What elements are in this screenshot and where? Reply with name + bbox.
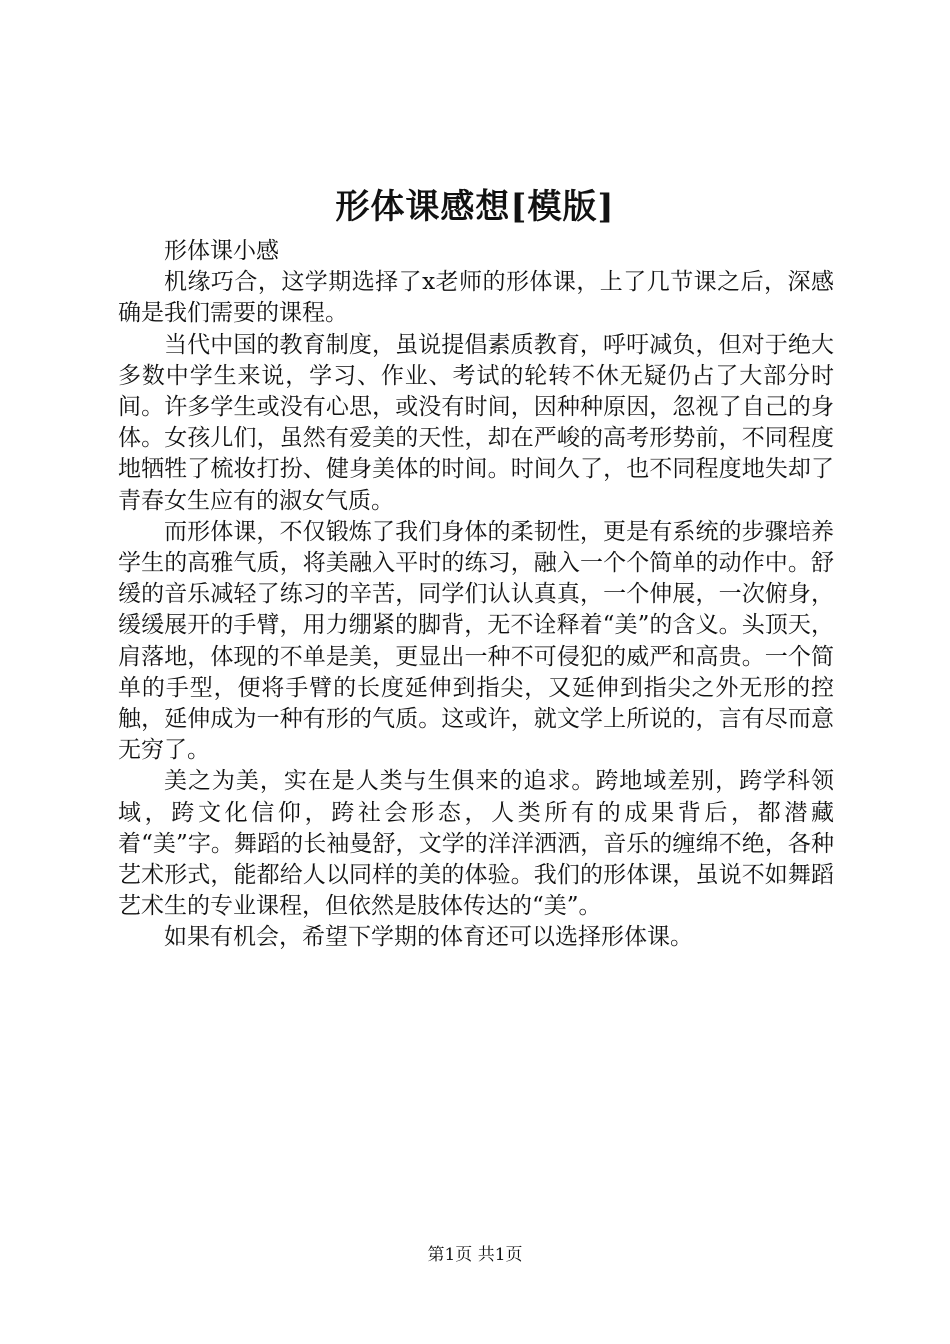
paragraph-5: 如果有机会，希望下学期的体育还可以选择形体课。 <box>164 924 693 951</box>
paragraph-4: 美之为美，实在是人类与生俱来的追求。跨地域差别，跨学科领域，跨文化信仰，跨社会形态，人类所有的成果背后，都潜藏着“美”字。舞蹈的长袖曼舒，文学的洋洋洒洒，音乐的缠绵不绝，各种艺术形式，能都给人以同样的美的体验。我们的形体课，虽说不如舞蹈艺术生的专业课程，但依然是肢体传达的“美”。 <box>118 768 834 920</box>
document-body <box>118 236 834 954</box>
paragraph-2: 当代中国的教育制度，虽说提倡素质教育，呼吁减负，但对于绝大多数中学生来说，学习、作业、考试的轮转不休无疑仍占了大部分时间。许多学生或没有心思，或没有时间，因种种原因，忽视了自己的身体。女孩儿们，虽然有爱美的天性，却在严峻的高考形势前，不同程度地牺牲了梳妆打扮、健身美体的时间。时间久了，也不同程度地失却了青春女生应有的淑女气质。 <box>118 331 834 514</box>
paragraph-3: 而形体课，不仅锻炼了我们身体的柔韧性，更是有系统的步骤培养学生的高雅气质，将美融入平时的练习，融入一个个简单的动作中。舒缓的音乐减轻了练习的辛苦，同学们认认真真，一个伸展，一次俯身，缓缓展开的手臂，用力绷紧的脚背，无不诠释着“美”的含义。头顶天，肩落地，体现的不单是美，更显出一种不可侵犯的威严和高贵。一个简单的手型，便将手臂的长度延伸到指尖，又延伸到指尖之外无形的控触，延伸成为一种有形的气质。这或许，就文学上所说的，言有尽而意无穷了。 <box>118 518 834 764</box>
paragraph-subtitle: 形体课小感 <box>164 238 279 264</box>
document-title: 形体课感想[模版] <box>335 187 615 227</box>
page-footer: 第1页 共1页 <box>427 1245 523 1265</box>
paragraph-1: 机缘巧合，这学期选择了x老师的形体课，上了几节课之后，深感确是我们需要的课程。 <box>118 269 834 327</box>
